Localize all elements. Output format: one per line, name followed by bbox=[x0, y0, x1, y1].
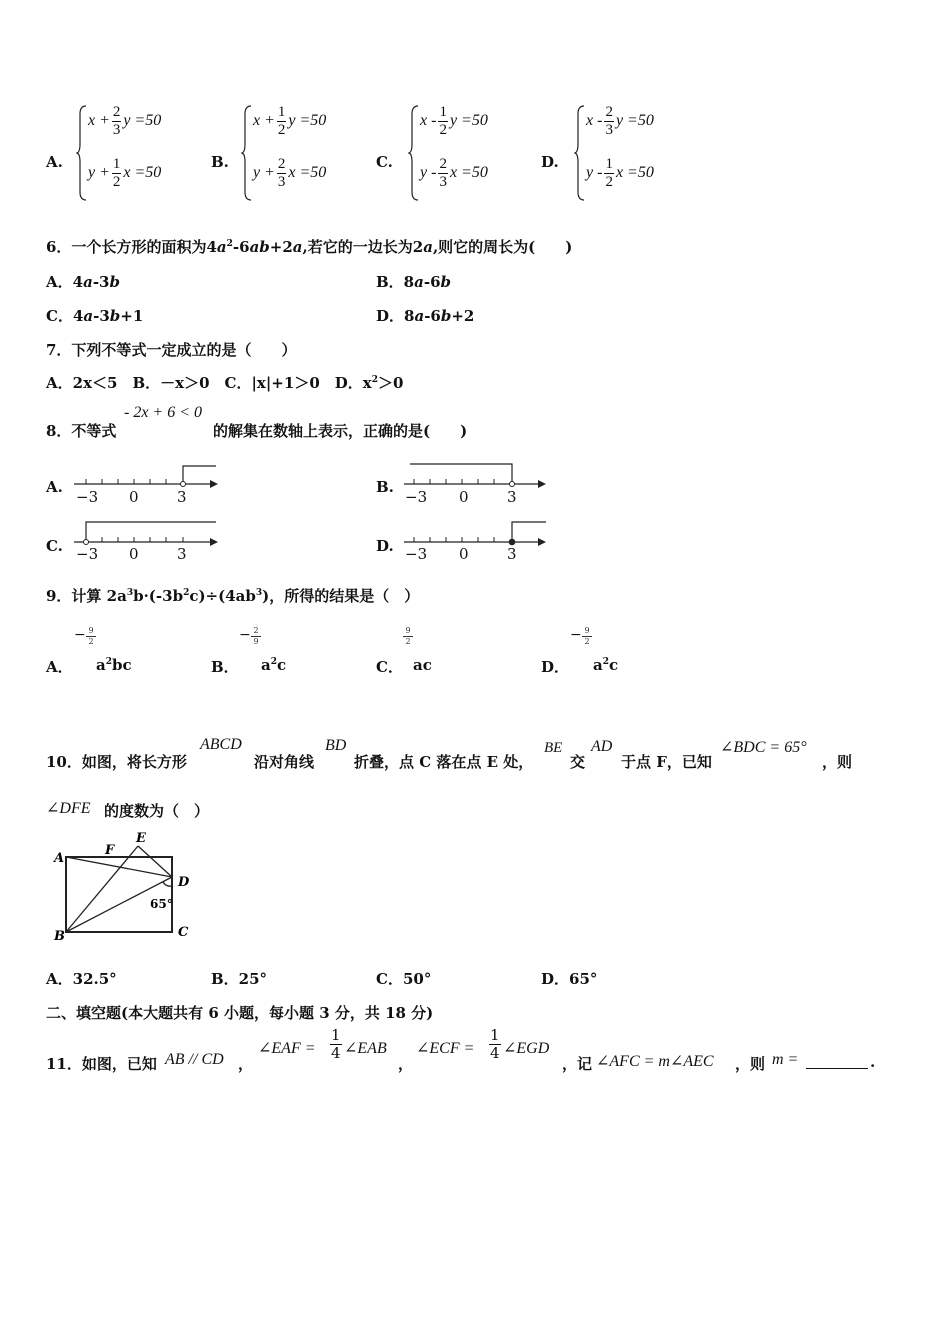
q8-stem-a: 8．不等式 bbox=[46, 422, 117, 440]
q5-option-letter: D. bbox=[541, 153, 559, 171]
q6-option-d: D．8a-6b+2 bbox=[376, 307, 475, 325]
tick-label: 0 bbox=[459, 545, 469, 563]
q5-option-letter: A. bbox=[46, 153, 63, 171]
tick-label: 0 bbox=[129, 488, 139, 506]
brace-icon bbox=[574, 104, 586, 202]
tick-label: 3 bbox=[177, 488, 187, 506]
label-a: A bbox=[54, 851, 65, 866]
q9-option-letter: D． bbox=[541, 658, 570, 676]
section-heading: 二、填空题(本大题共有 6 小题，每小题 3 分，共 18 分) bbox=[46, 1004, 434, 1022]
q6-option-a: A．4a-3b bbox=[46, 273, 120, 291]
answer-blank[interactable] bbox=[806, 1054, 868, 1069]
q9-option-letter: C． bbox=[376, 658, 403, 676]
q8-option-letter: D. bbox=[376, 537, 394, 555]
q7-options: A．2x＜5 B．－x＞0 C．|x|+1＞0 D．$x^2>0$ bbox=[46, 374, 404, 392]
q6-stem: 6．一个长方形的面积为$4a^2-6ab+2a$,若它的一边长为2a,则它的周长为( ) bbox=[46, 238, 573, 256]
tick-label: −3 bbox=[405, 488, 428, 506]
label-c: C bbox=[178, 925, 189, 940]
small-fraction: 2 9 bbox=[251, 626, 261, 647]
q9-option-expr: $a^2bc$ bbox=[96, 656, 132, 674]
tick-label: 3 bbox=[507, 488, 517, 506]
q6-option-b: B．8a-6b bbox=[376, 273, 452, 291]
angle-label: 65° bbox=[150, 897, 173, 911]
q6-option-c: C．4a-3b+1 bbox=[46, 307, 144, 325]
q9-option-expr: ac bbox=[413, 656, 432, 674]
q9-option-letter: A． bbox=[46, 658, 73, 676]
q9-option-expr: $a^2c$ bbox=[261, 656, 287, 674]
tick-label: −3 bbox=[76, 488, 99, 506]
label-f: F bbox=[105, 843, 115, 858]
q8-option-letter: C. bbox=[46, 537, 63, 555]
q8-inequality: - 2x + 6 < 0 bbox=[124, 404, 203, 421]
minus-sign: − bbox=[74, 627, 86, 643]
q9-option-letter: B． bbox=[211, 658, 239, 676]
minus-sign: − bbox=[570, 627, 582, 643]
brace-icon bbox=[76, 104, 88, 202]
q8-stem-b: 的解集在数轴上表示，正确的是( ) bbox=[213, 422, 468, 440]
minus-sign: − bbox=[239, 627, 251, 643]
brace-icon bbox=[241, 104, 253, 202]
q8-option-letter: B. bbox=[376, 478, 394, 496]
q9-option-expr: $a^2c$ bbox=[593, 656, 619, 674]
tick-label: 3 bbox=[507, 545, 517, 563]
tick-label: 3 bbox=[177, 545, 187, 563]
label-e: E bbox=[136, 831, 146, 846]
fraction-quarter: $\frac{1}{4}$ bbox=[490, 1026, 500, 1062]
tick-label: −3 bbox=[76, 545, 99, 563]
q8-option-letter: A. bbox=[46, 478, 63, 496]
q10-figure bbox=[52, 830, 202, 948]
small-fraction: 9 2 bbox=[403, 626, 413, 647]
brace-icon bbox=[408, 104, 420, 202]
tick-label: −3 bbox=[405, 545, 428, 563]
q7-stem: 7．下列不等式一定成立的是（ ） bbox=[46, 341, 297, 359]
small-fraction: 9 2 bbox=[582, 626, 592, 647]
label-d: D bbox=[178, 875, 190, 890]
tick-label: 0 bbox=[459, 488, 469, 506]
small-fraction: 9 2 bbox=[86, 626, 96, 647]
tick-label: 0 bbox=[129, 545, 139, 563]
q5-option-letter: C. bbox=[376, 153, 393, 171]
label-b: B bbox=[54, 929, 65, 944]
q5-option-letter: B. bbox=[211, 153, 229, 171]
fraction-quarter: $\frac{1}{4}$ bbox=[331, 1026, 341, 1062]
q9-stem: 9．计算 $2a^3b\cdot(-3b^2c)\div(4ab^3)$，所得的结果是（ ） bbox=[46, 587, 420, 605]
